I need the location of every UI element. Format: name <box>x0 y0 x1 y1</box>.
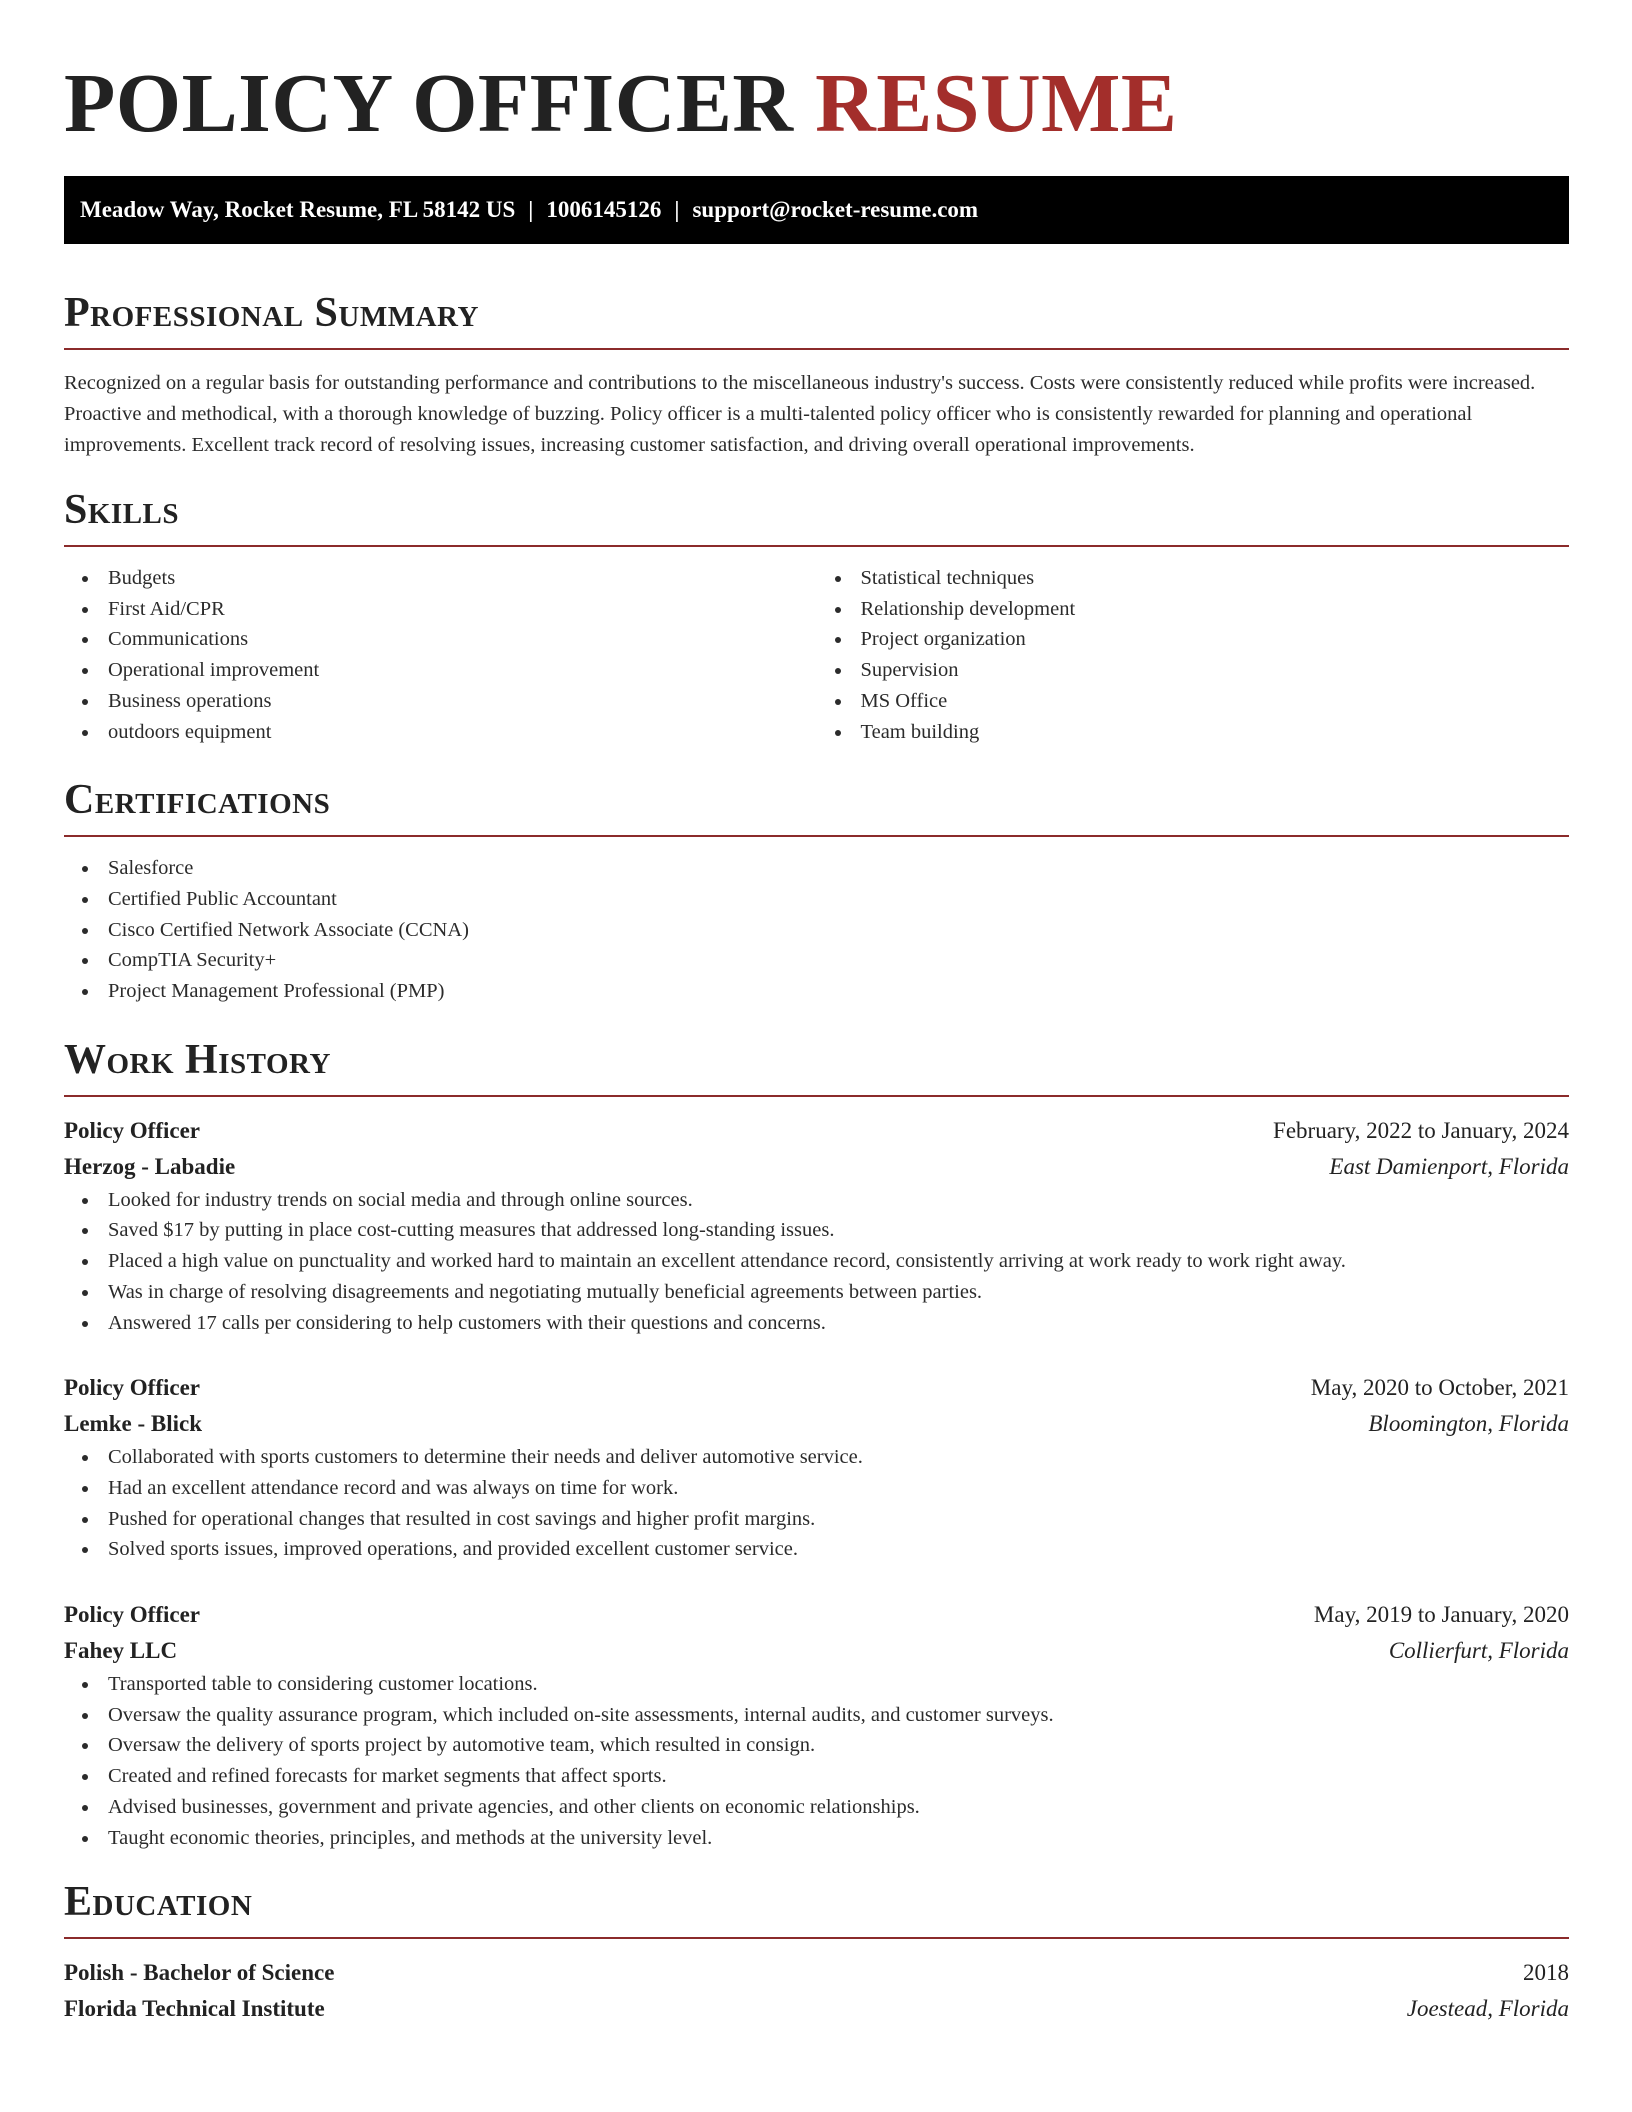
certifications-section <box>64 775 1569 1007</box>
job-title: Policy Officer <box>64 1375 201 1401</box>
job-bullet: Pushed for operational changes that resulted in cost savings and higher profit margins. <box>64 1504 1569 1535</box>
job-bullet: Was in charge of resolving disagreements and negotiating mutually beneficial agreements between parties. <box>64 1277 1569 1308</box>
contact-bar <box>64 176 1569 244</box>
skill-item: Supervision <box>817 655 1570 686</box>
job-bullets <box>64 1442 1569 1565</box>
job-company-row <box>64 1406 1569 1442</box>
job-location: Bloomington, Florida <box>1368 1411 1569 1437</box>
education-section <box>64 1877 1569 2027</box>
summary-text: Recognized on a regular basis for outstanding performance and contributions to the miscellaneous industry's success. Costs were consistently reduced while profits were increased. Proactive and methodical, with a thorough knowledge of buzzing. Policy officer is a multi-talented policy officer who is consistently rewarded for planning and operational improvements. Excellent track record of resolving issues, increasing customer satisfaction, and driving overall operational improvements. <box>64 372 1536 456</box>
contact-separator: | <box>528 197 534 222</box>
education-location: Joestead, Florida <box>1406 1996 1569 2022</box>
skill-item: Relationship development <box>817 594 1570 625</box>
work-history-heading: Work History <box>64 1035 1569 1097</box>
job-company: Herzog - Labadie <box>64 1153 236 1179</box>
skills-list-right <box>817 563 1570 747</box>
job-company-row <box>64 1149 1569 1185</box>
work-history-section <box>64 1035 1569 1854</box>
job-bullet: Collaborated with sports customers to determine their needs and deliver automotive service. <box>64 1442 1569 1473</box>
skill-item: outdoors equipment <box>64 717 817 748</box>
summary-section <box>64 288 1569 461</box>
job-bullet: Saved $17 by putting in place cost-cutting measures that addressed long-standing issues. <box>64 1215 1569 1246</box>
job-bullet: Solved sports issues, improved operations, and provided excellent customer service. <box>64 1534 1569 1565</box>
job-bullet: Oversaw the quality assurance program, which included on-site assessments, internal audits, and customer surveys. <box>64 1700 1569 1731</box>
education-entry <box>64 1955 1569 2027</box>
skills-heading: Skills <box>64 485 1569 547</box>
resume-title <box>64 0 1569 150</box>
job-bullets <box>64 1669 1569 1853</box>
job-bullet: Created and refined forecasts for market segments that affect sports. <box>64 1761 1569 1792</box>
job-location: East Damienport, Florida <box>1329 1153 1569 1179</box>
job-location: Collierfurt, Florida <box>1388 1638 1569 1664</box>
job-company: Lemke - Blick <box>64 1411 202 1437</box>
job-header-row <box>64 1113 1569 1149</box>
contact-address: Meadow Way, Rocket Resume, FL 58142 US <box>80 197 516 222</box>
job-header-row <box>64 1597 1569 1633</box>
certification-item: CompTIA Security+ <box>64 945 1569 976</box>
job-header-row <box>64 1370 1569 1406</box>
education-school: Florida Technical Institute <box>64 1996 325 2022</box>
summary-heading: Professional Summary <box>64 288 1569 350</box>
skill-item: First Aid/CPR <box>64 594 817 625</box>
certification-item: Salesforce <box>64 853 1569 884</box>
skill-item: Business operations <box>64 686 817 717</box>
job-bullet: Taught economic theories, principles, and methods at the university level. <box>64 1823 1569 1854</box>
job-dates: May, 2020 to October, 2021 <box>1310 1375 1569 1401</box>
job-entry <box>64 1597 1569 1853</box>
skill-item: Operational improvement <box>64 655 817 686</box>
job-bullet: Had an excellent attendance record and was always on time for work. <box>64 1473 1569 1504</box>
job-title: Policy Officer <box>64 1117 201 1143</box>
education-degree: Polish - Bachelor of Science <box>64 1960 335 1986</box>
job-bullet: Transported table to considering customer locations. <box>64 1669 1569 1700</box>
job-entry <box>64 1370 1569 1565</box>
certification-item: Cisco Certified Network Associate (CCNA) <box>64 915 1569 946</box>
job-entry <box>64 1113 1569 1339</box>
job-bullet: Answered 17 calls per considering to help customers with their questions and concerns. <box>64 1308 1569 1339</box>
job-company: Fahey LLC <box>64 1638 178 1664</box>
education-degree-row <box>64 1955 1569 1991</box>
job-bullet: Looked for industry trends on social media and through online sources. <box>64 1185 1569 1216</box>
job-company-row <box>64 1633 1569 1669</box>
skill-item: Budgets <box>64 563 817 594</box>
contact-phone: 1006145126 <box>546 197 662 222</box>
education-year: 2018 <box>1523 1960 1569 1986</box>
job-dates: February, 2022 to January, 2024 <box>1273 1117 1569 1143</box>
certification-item: Certified Public Accountant <box>64 884 1569 915</box>
contact-email: support@rocket-resume.com <box>692 197 979 222</box>
education-school-row <box>64 1991 1569 2027</box>
job-title: Policy Officer <box>64 1602 201 1628</box>
skills-grid <box>64 563 1569 747</box>
skill-item: Team building <box>817 717 1570 748</box>
skill-item: Project organization <box>817 624 1570 655</box>
skill-item: Statistical techniques <box>817 563 1570 594</box>
certification-item: Project Management Professional (PMP) <box>64 976 1569 1007</box>
job-dates: May, 2019 to January, 2020 <box>1313 1602 1569 1628</box>
title-main: POLICY OFFICER <box>64 57 794 150</box>
job-bullet: Placed a high value on punctuality and worked hard to maintain an excellent attendance record, consistently arriving at work ready to work right away. <box>64 1246 1569 1277</box>
job-bullets <box>64 1185 1569 1339</box>
skills-list-left <box>64 563 817 747</box>
skill-item: Communications <box>64 624 817 655</box>
contact-separator: | <box>674 197 680 222</box>
skill-item: MS Office <box>817 686 1570 717</box>
title-accent: RESUME <box>815 57 1178 150</box>
job-bullet: Oversaw the delivery of sports project by automotive team, which resulted in consign. <box>64 1730 1569 1761</box>
job-bullet: Advised businesses, government and private agencies, and other clients on economic relationships. <box>64 1792 1569 1823</box>
certifications-list <box>64 853 1569 1007</box>
education-heading: Education <box>64 1877 1569 1939</box>
certifications-heading: Certifications <box>64 775 1569 837</box>
skills-section <box>64 485 1569 747</box>
